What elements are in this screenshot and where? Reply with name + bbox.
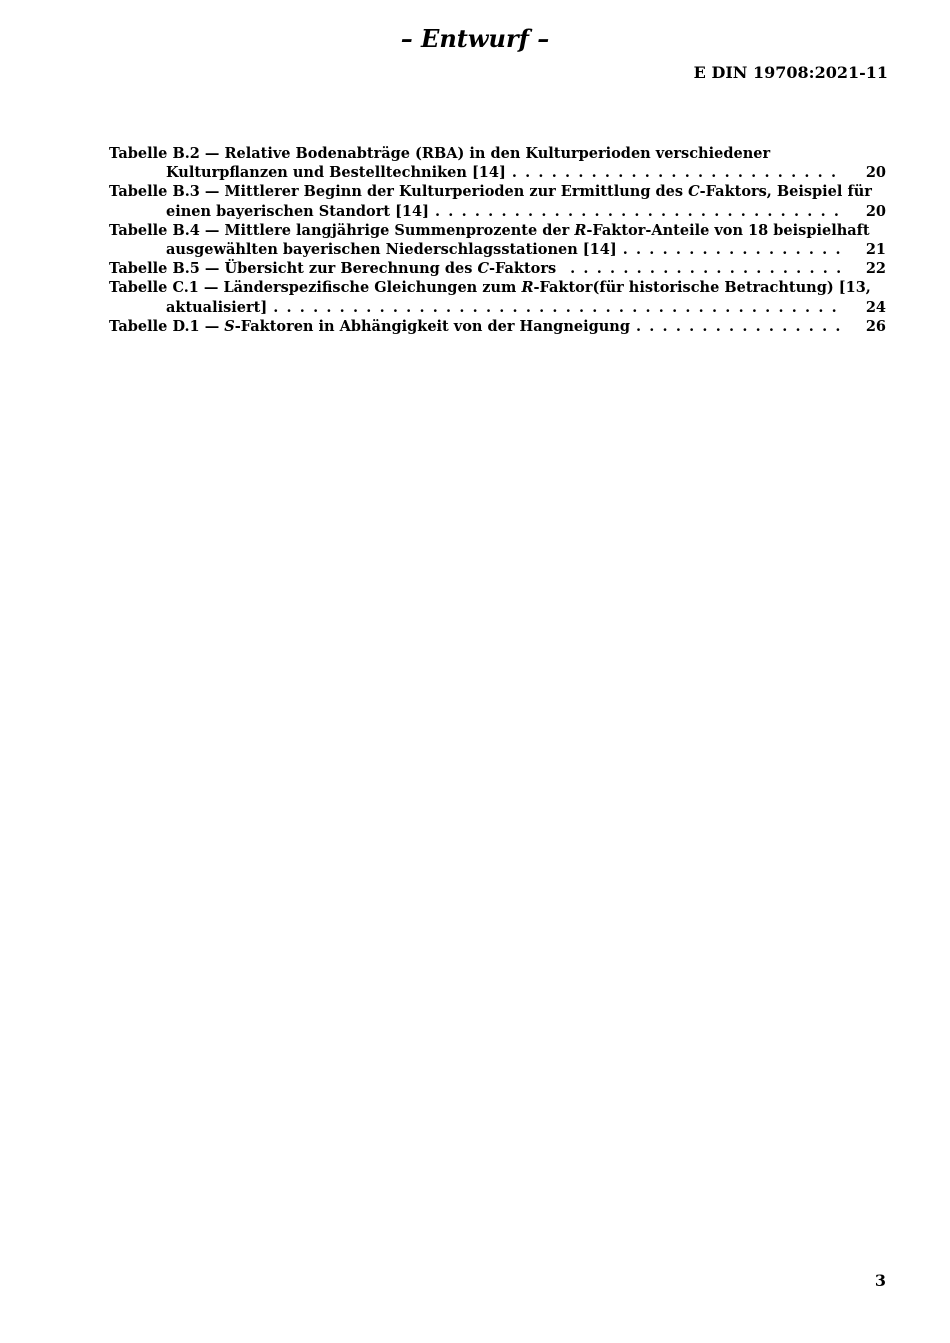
dot-leader (435, 202, 842, 221)
variable-r: R (574, 221, 587, 239)
toc-entry-title: Tabelle B.3 — Mittlerer Beginn der Kulturperioden zur Ermittlung des C-Faktors, Beispiel für (109, 183, 872, 201)
toc-entry-title: Tabelle B.4 — Mittlere langjährige Summenprozente der R-Faktor-Anteile von 18 beispielhaft (109, 221, 870, 239)
toc-entry-title: Tabelle C.1 — Länderspezifische Gleichungen zum R-Faktor(für historische Betrachtung) [13, (109, 279, 871, 297)
table-of-tables (109, 144, 886, 336)
toc-entry-title-continuation: aktualisiert] (166, 298, 268, 316)
variable-c: C (688, 183, 700, 201)
variable-c: C (477, 260, 489, 278)
toc-entry-title-continuation: Kulturpflanzen und Bestelltechniken [14] (166, 164, 506, 182)
toc-page-number: 24 (865, 298, 886, 316)
toc-page-number: 26 (865, 317, 886, 335)
toc-entry-title-continuation: einen bayerischen Standort [14] (166, 202, 429, 220)
dot-leader (636, 317, 842, 336)
toc-entry-title: Tabelle D.1 — S-Faktoren in Abhängigkeit von der Hangneigung (109, 317, 630, 335)
toc-entry-b3[interactable] (109, 182, 886, 220)
toc-entry-b5[interactable] (109, 259, 886, 278)
document-id: E DIN 19708:2021-11 (693, 63, 888, 82)
page-number: 3 (874, 1271, 886, 1290)
toc-entry-title-continuation: ausgewählten bayerischen Niederschlagsstationen [14] (166, 241, 617, 259)
toc-entry-d1[interactable] (109, 317, 886, 336)
variable-r: R (521, 279, 534, 297)
dot-leader (570, 259, 842, 278)
toc-entry-c1[interactable] (109, 278, 886, 316)
variable-s: S (224, 317, 235, 335)
draft-mark: – Entwurf – (400, 24, 550, 53)
toc-page-number: 21 (865, 241, 886, 259)
dot-leader (623, 240, 842, 259)
toc-page-number: 20 (865, 202, 886, 220)
toc-page-number: 22 (865, 260, 886, 278)
toc-page-number: 20 (865, 164, 886, 182)
toc-entry-title: Tabelle B.5 — Übersicht zur Berechnung des C-Faktors (109, 260, 557, 278)
toc-entry-b2[interactable] (109, 144, 886, 182)
toc-entry-title: Tabelle B.2 — Relative Bodenabträge (RBA) in den Kulturperioden verschiedener (109, 145, 771, 162)
toc-entry-b4[interactable] (109, 221, 886, 259)
dot-leader (512, 163, 842, 182)
dot-leader (273, 298, 842, 317)
